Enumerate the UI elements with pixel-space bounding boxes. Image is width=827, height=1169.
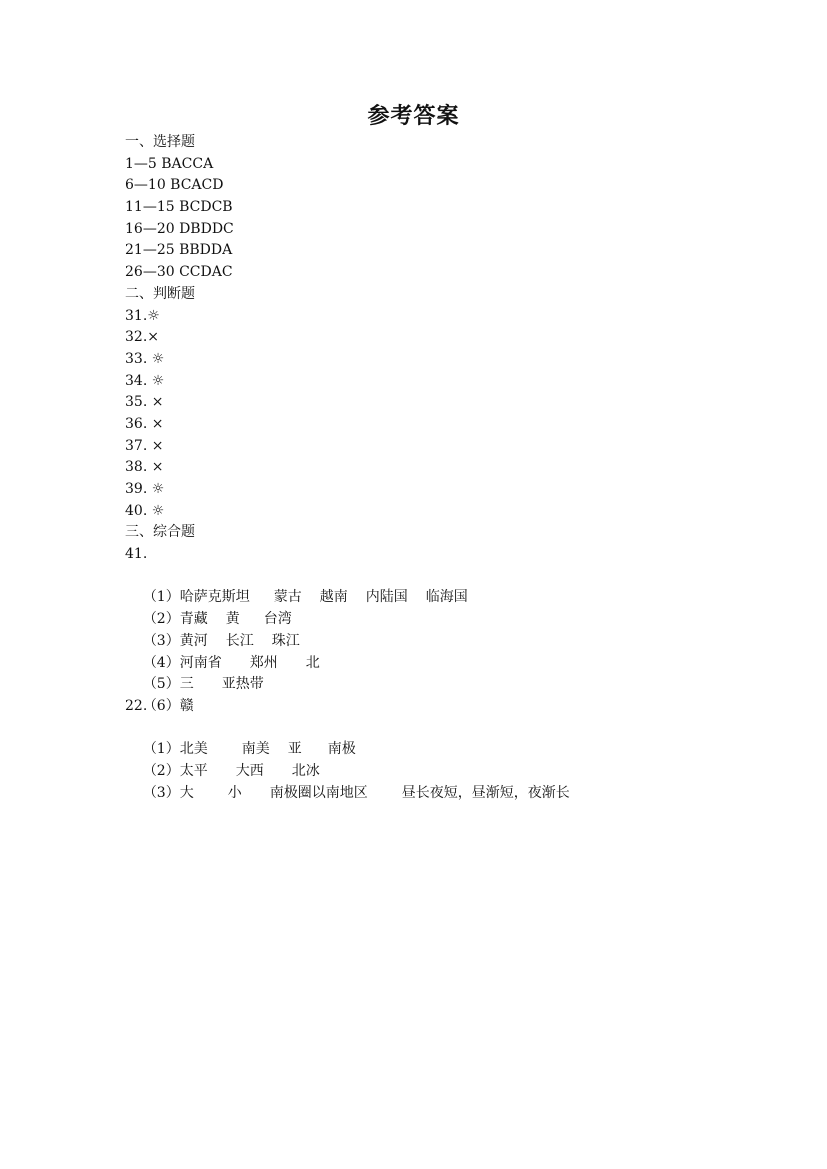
answer-item: 长江 [225, 632, 254, 649]
answer-label: （2） [142, 762, 180, 779]
answer-item: 大 [179, 784, 194, 801]
judgement-answer-line: 40. ☼ [125, 502, 165, 519]
answer-item: 蒙古 [273, 589, 302, 606]
judgement-answer-line: 39. ☼ [125, 481, 165, 497]
judgement-answer-line: 33. ☼ [125, 350, 165, 367]
question-number: 41. [125, 546, 148, 563]
choice-answer-line: 1—5 BACCA [125, 155, 214, 172]
answer-item: 北美 [179, 741, 208, 758]
choice-answer-line: 26—30 CCDAC [125, 264, 233, 281]
answer-item: 亚热带 [221, 676, 264, 693]
question-number: 22. [125, 697, 148, 714]
answer-label: （3） [142, 632, 180, 649]
answer-item: 哈萨克斯坦 [179, 589, 250, 606]
answer-item: 北 [305, 654, 320, 671]
judgement-answer-line: 37. × [125, 437, 164, 454]
answer-label: （2） [142, 611, 180, 628]
answer-line [125, 718, 765, 758]
answer-label: （5） [142, 676, 180, 693]
answer-label: （1） [142, 589, 180, 606]
answer-line [125, 566, 765, 606]
answer-item: 临海国 [425, 589, 468, 606]
judgement-answer-line: 38. × [125, 459, 164, 476]
answer-item: 昼长夜短，昼渐短，夜渐长 [401, 784, 570, 801]
answer-item: 内陆国 [365, 589, 408, 606]
answer-item: 越南 [319, 589, 348, 606]
answer-item: 小 [227, 784, 242, 801]
choice-answer-line: 16—20 DBDDC [125, 220, 234, 237]
answer-item: 青藏 [179, 611, 208, 628]
answer-item: 大西 [235, 762, 264, 779]
answer-label: （1） [142, 741, 180, 758]
answer-item: 南美 [241, 741, 270, 758]
answer-item: 郑州 [249, 654, 278, 671]
judgement-answer-line: 31.☼ [125, 307, 160, 324]
judgement-answer-line: 35. × [125, 394, 164, 411]
answer-body [125, 132, 765, 801]
choice-answer-line: 11—15 BCDCB [125, 199, 233, 216]
answer-item: 亚 [287, 741, 302, 758]
answer-item: 台湾 [263, 611, 292, 628]
choice-answer-line: 6—10 BCACD [125, 177, 224, 194]
answer-item: 黄河 [179, 632, 208, 649]
choice-answer-line: 21—25 BBDDA [125, 242, 233, 259]
answer-label: （6） [142, 697, 180, 714]
answer-item: 三 [179, 676, 194, 693]
answer-item: 黄 [225, 611, 240, 628]
answer-label: （4） [142, 654, 180, 671]
page-title: 参考答案 [367, 104, 460, 129]
section-heading-choice: 一、选择题 [125, 134, 195, 150]
section-heading-comprehensive: 三、综合题 [125, 524, 195, 541]
answer-item: 北冰 [291, 762, 320, 779]
answer-item: 南极圈以南地区 [269, 784, 368, 801]
answer-item: 河南省 [179, 654, 222, 671]
section-heading-judgement: 二、判断题 [125, 285, 195, 302]
answer-item: 太平 [179, 762, 208, 779]
answer-item: 珠江 [271, 632, 300, 649]
answer-label: （3） [142, 784, 180, 801]
answer-item: 南极 [327, 741, 356, 758]
judgement-answer-line: 34. ☼ [125, 372, 165, 389]
judgement-answer-line: 32.× [125, 329, 159, 346]
answer-item: 赣 [179, 697, 194, 714]
judgement-answer-line: 36. × [125, 415, 164, 432]
